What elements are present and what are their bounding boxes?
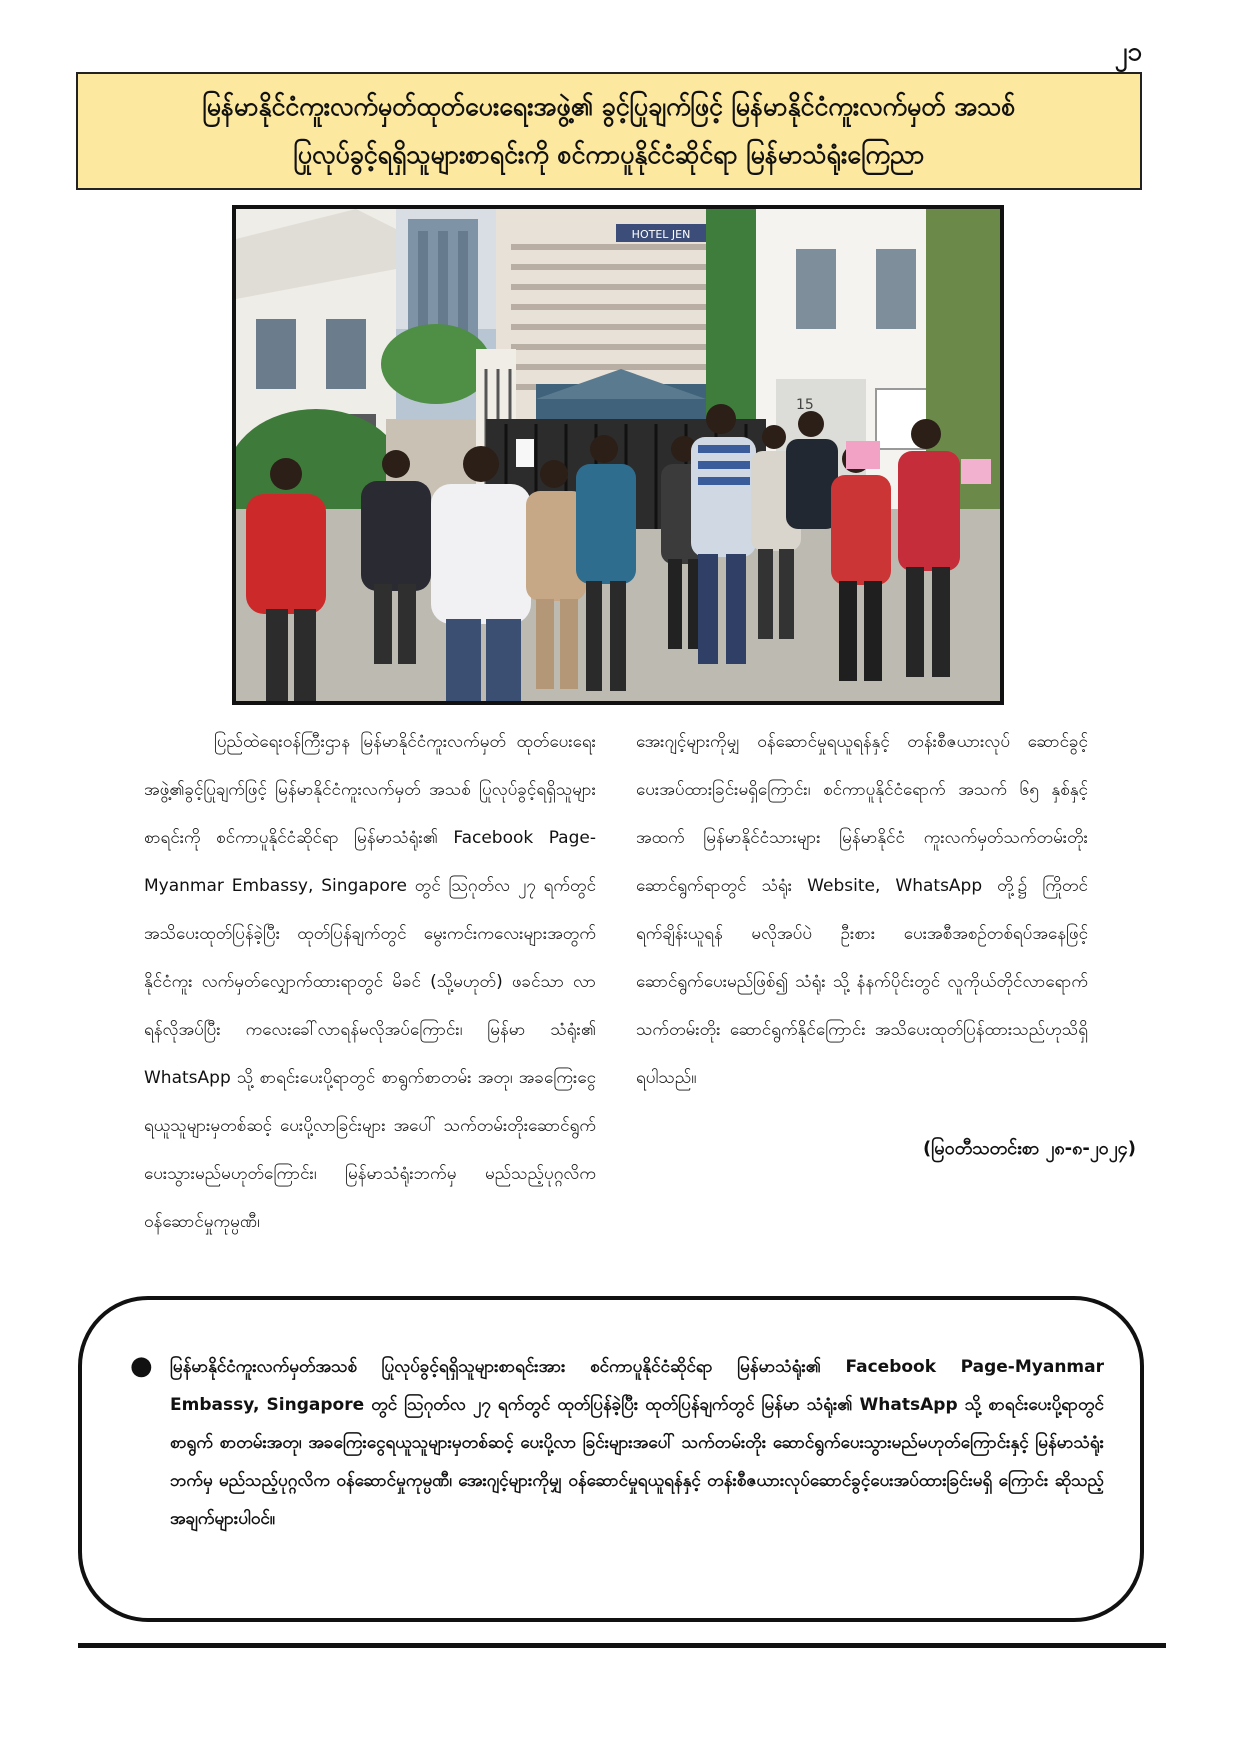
headline-box <box>76 72 1142 190</box>
headline-line-2: ပြုလုပ်ခွင့်ရရှိသူများစာရင်းကို စင်ကာပူနိုင်ငံဆိုင်ရာ မြန်မာသံရုံးကြေညာ <box>293 140 925 169</box>
article-source: (မြဝတီသတင်းစာ ၂၈-၈-၂၀၂၄) <box>923 1138 1136 1159</box>
article-paragraph-left: ပြည်ထဲရေးဝန်ကြီးဌာန မြန်မာနိုင်ငံကူးလက်မှတ် ထုတ်ပေးရေးအဖွဲ့၏ခွင့်ပြုချက်ဖြင့် မြန်မာနိုင်ငံကူးလက်မှတ် အသစ် ပြုလုပ်ခွင့်ရရှိသူများစာရင်းကို စင်ကာပူနိုင်ငံဆိုင်ရာ မြန်မာသံရုံး၏ Facebook Page-Myanmar Embassy, Singapore တွင် ဩဂုတ်လ ၂၇ ရက်တွင် အသိပေးထုတ်ပြန်ခဲ့ပြီး ထုတ်ပြန်ချက်တွင် မွေးကင်းကလေးများအတွက် နိုင်ငံကူး လက်မှတ်လျှောက်ထားရာတွင် မိခင် (သို့မဟုတ်) ဖခင်သာ လာရန်လိုအပ်ပြီး ကလေးခေါ်လာရန်မလိုအပ်ကြောင်း၊ မြန်မာ သံရုံး၏ WhatsApp သို့ စာရင်းပေးပို့ရာတွင် စာရွက်စာတမ်း အတု၊ အခကြေးငွေရယူသူများမှတစ်ဆင့် ပေးပို့လာခြင်းများ အပေါ် သက်တမ်းတိုးဆောင်ရွက်ပေးသွားမည်မဟုတ်ကြောင်း၊ မြန်မာသံရုံးဘက်မှ မည်သည့်ပုဂ္ဂလိကဝန်ဆောင်မှုကုမ္ပဏီ၊ <box>144 732 596 1232</box>
summary-item <box>130 1348 1104 1538</box>
page-number: ၂၁ <box>1114 37 1142 67</box>
headline-line-1: မြန်မာနိုင်ငံကူးလက်မှတ်ထုတ်ပေးရေးအဖွဲ့၏ ခွင့်ပြုချက်ဖြင့် မြန်မာနိုင်ငံကူးလက်မှတ် အသစ် <box>202 92 1016 121</box>
article-left-column <box>144 718 596 1246</box>
hotel-sign-text: HOTEL JEN <box>631 228 691 241</box>
embassy-crowd-illustration <box>236 209 1000 701</box>
bullet-icon: ● <box>130 1351 153 1381</box>
summary-box <box>78 1296 1144 1622</box>
news-photo <box>232 205 1004 705</box>
gate-number-text: 15 <box>796 397 814 413</box>
summary-text: မြန်မာနိုင်ငံကူးလက်မှတ်အသစ် ပြုလုပ်ခွင့်ရရှိသူများစာရင်းအား စင်ကာပူနိုင်ငံဆိုင်ရာ မြန်မာသံရုံး၏ Facebook Page-Myanmar Embassy, Singapore တွင် ဩဂုတ်လ ၂၇ ရက်တွင် ထုတ်ပြန်ခဲ့ပြီး ထုတ်ပြန်ချက်တွင် မြန်မာ သံရုံး၏ WhatsApp သို့ စာရင်းပေးပို့ရာတွင် စာရွက် စာတမ်းအတု၊ အခကြေးငွေရယူသူများမှတစ်ဆင့် ပေးပို့လာ ခြင်းများအပေါ် သက်တမ်းတိုး ဆောင်ရွက်ပေးသွားမည်မဟုတ်ကြောင်းနှင့် မြန်မာသံရုံးဘက်မှ မည်သည့်ပုဂ္ဂလိက ဝန်ဆောင်မှုကုမ္ပဏီ၊ အေးဂျင့်များကိုမျှ ဝန်ဆောင်မှုရယူရန်နှင့် တန်းစီဇယားလုပ်ဆောင်ခွင့်ပေးအပ်ထားခြင်းမရှိ ကြောင်း ဆိုသည့်အချက်များပါဝင်။ <box>170 1357 1104 1529</box>
article-paragraph-right: အေးဂျင့်များကိုမျှ ဝန်ဆောင်မှုရယူရန်နှင့် တန်းစီဇယားလုပ် ဆောင်ခွင့်ပေးအပ်ထားခြင်းမရှိကြောင်း၊ စင်ကာပူနိုင်ငံရောက် အသက် ၆၅ နှစ်နှင့်အထက် မြန်မာနိုင်ငံသားများ မြန်မာနိုင်ငံ ကူးလက်မှတ်သက်တမ်းတိုးဆောင်ရွက်ရာတွင် သံရုံး Website, WhatsApp တို့၌ ကြိုတင်ရက်ချိန်းယူရန် မလိုအပ်ပဲ ဦးစား ပေးအစီအစဉ်တစ်ရပ်အနေဖြင့် ဆောင်ရွက်ပေးမည်ဖြစ်၍ သံရုံး သို့ နံနက်ပိုင်းတွင် လူကိုယ်တိုင်လာရောက် သက်တမ်းတိုး ဆောင်ရွက်နိုင်ကြောင်း အသိပေးထုတ်ပြန်ထားသည်ဟုသိရှိ ရပါသည်။ <box>636 732 1088 1088</box>
article-right-column <box>636 718 1088 1102</box>
bottom-rule <box>78 1643 1166 1648</box>
